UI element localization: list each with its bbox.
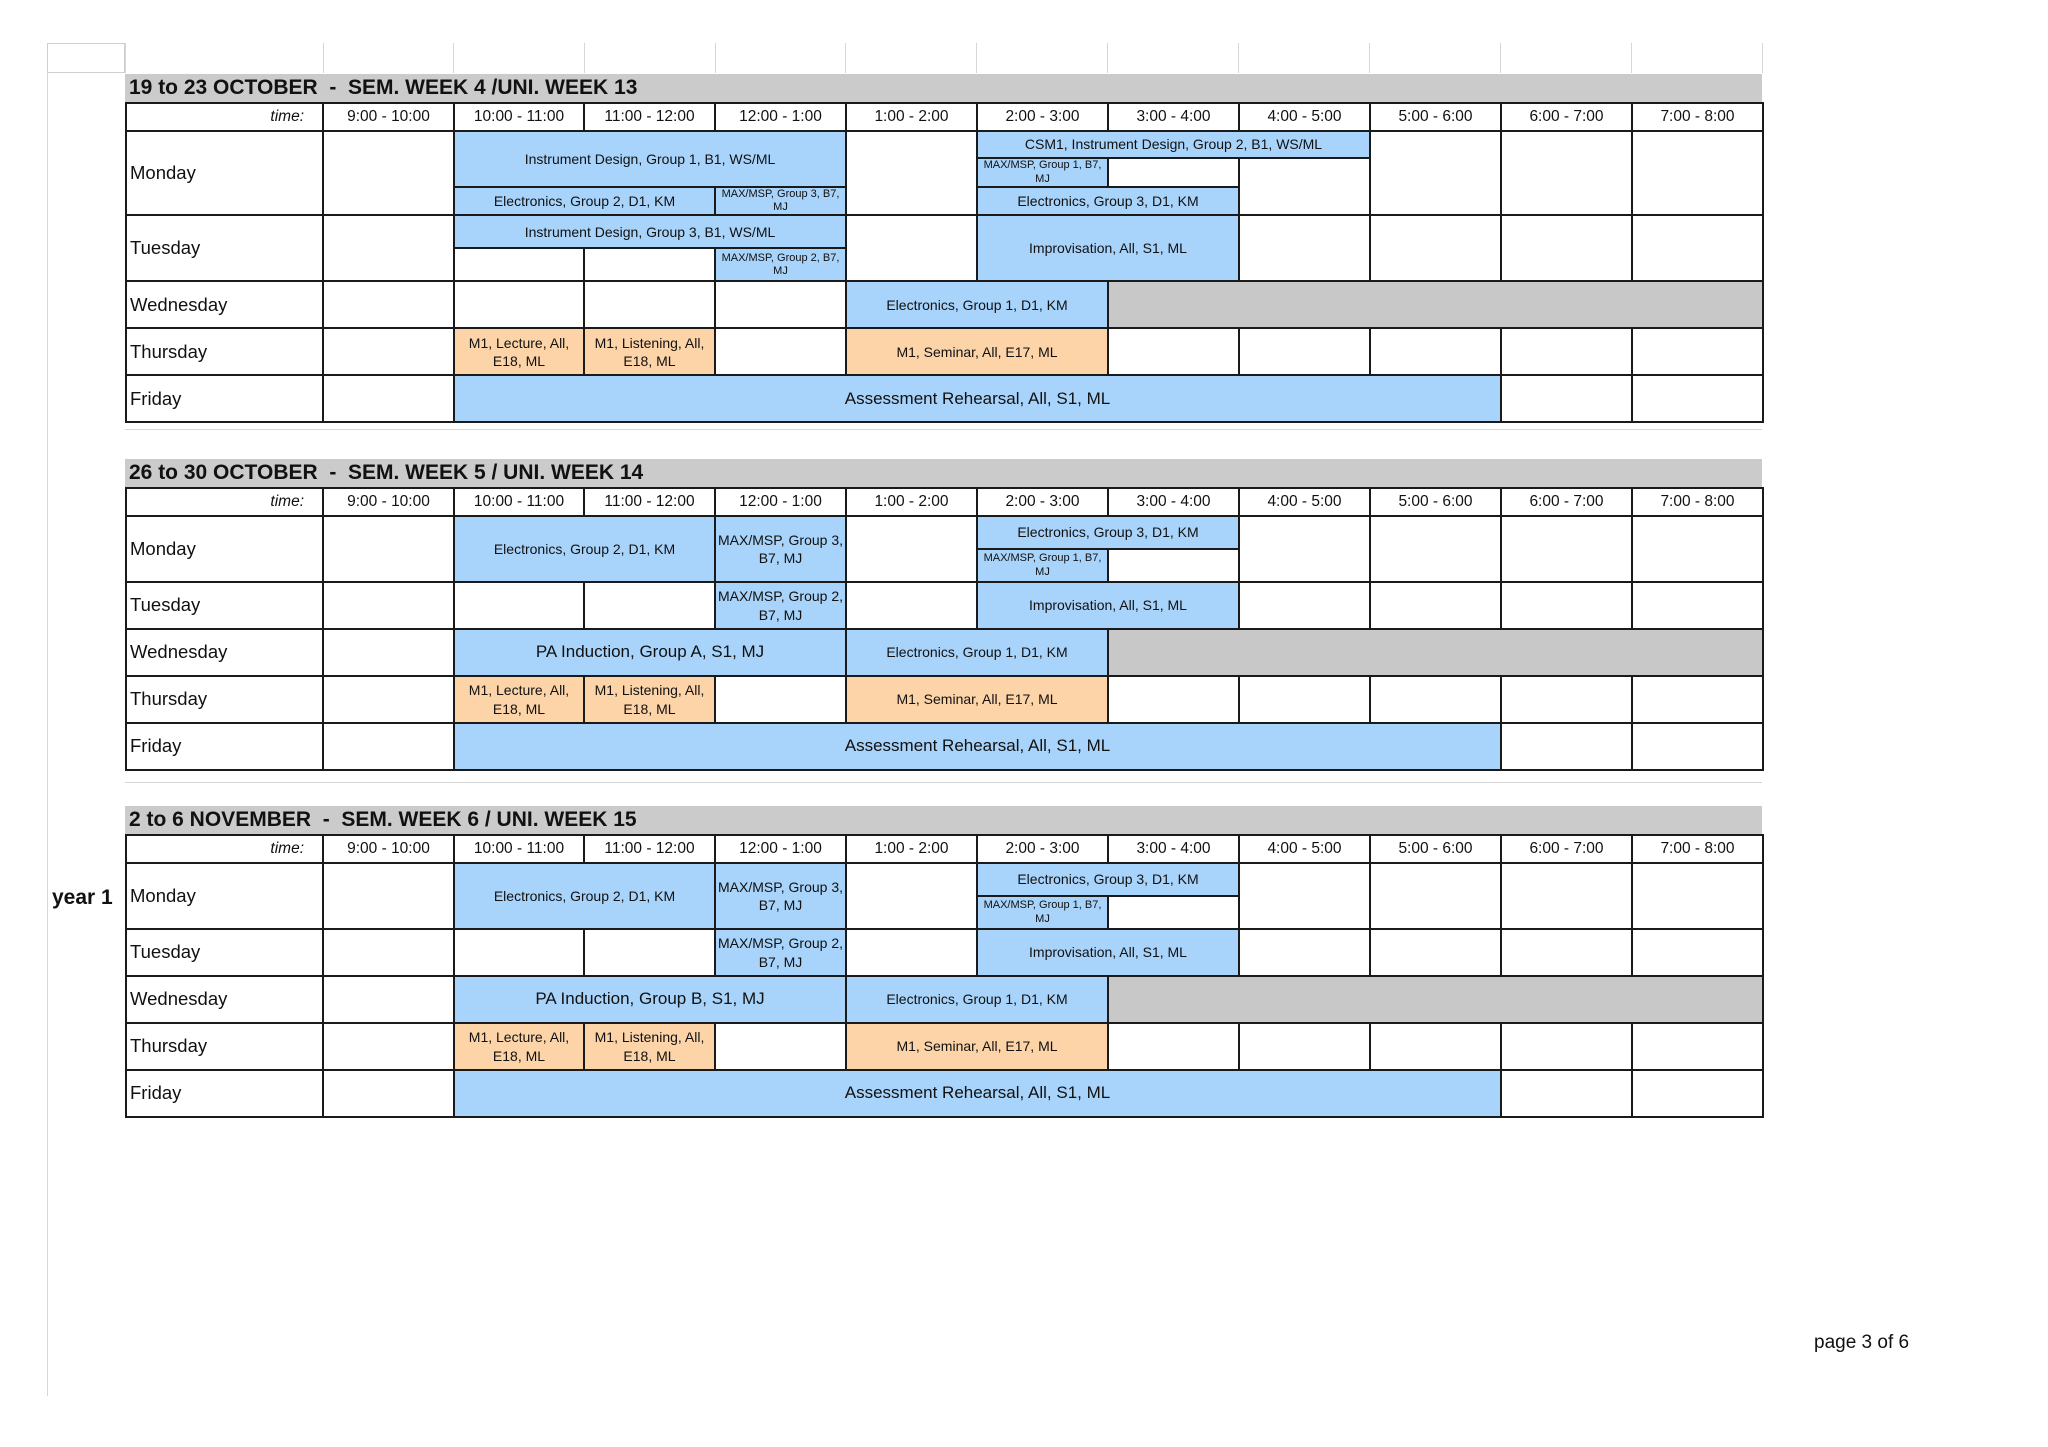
time-slot: 2:00 - 3:00	[977, 835, 1108, 863]
empty-cell	[1501, 929, 1632, 976]
day-label-monday: Monday	[126, 516, 323, 582]
time-label: time:	[126, 488, 323, 516]
empty-cell	[1370, 676, 1501, 723]
class-block: Electronics, Group 3, D1, KM	[977, 863, 1239, 896]
empty-cell	[1108, 549, 1239, 582]
empty-cell	[1108, 896, 1239, 929]
timetable-grid	[125, 102, 1764, 423]
class-block: M1, Seminar, All, E17, ML	[846, 676, 1108, 723]
time-header-row	[126, 488, 1763, 516]
empty-cell	[715, 1023, 846, 1070]
empty-cell	[454, 248, 584, 281]
empty-cell	[1501, 328, 1632, 375]
class-block: M1, Lecture, All, E18, ML	[454, 1023, 584, 1070]
empty-cell	[1501, 582, 1632, 629]
empty-cell	[1632, 582, 1763, 629]
class-block: MAX/MSP, Group 2, B7, MJ	[715, 582, 846, 629]
empty-cell	[1370, 516, 1501, 582]
class-block: Electronics, Group 1, D1, KM	[846, 281, 1108, 328]
day-label-thursday: Thursday	[126, 1023, 323, 1070]
empty-cell	[715, 328, 846, 375]
empty-cell	[584, 929, 715, 976]
empty-cell	[1632, 929, 1763, 976]
empty-cell	[323, 281, 454, 328]
empty-cell	[1108, 1023, 1239, 1070]
empty-cell	[1108, 676, 1239, 723]
time-slot: 1:00 - 2:00	[846, 103, 977, 131]
time-slot: 12:00 - 1:00	[715, 835, 846, 863]
day-label-thursday: Thursday	[126, 676, 323, 723]
day-label-wednesday: Wednesday	[126, 281, 323, 328]
time-slot: 11:00 - 12:00	[584, 835, 715, 863]
unavailable-block	[1108, 976, 1763, 1023]
class-block: Electronics, Group 2, D1, KM	[454, 516, 715, 582]
empty-cell	[1239, 215, 1370, 281]
empty-cell	[1632, 328, 1763, 375]
empty-cell	[1239, 158, 1370, 215]
empty-cell	[1632, 131, 1763, 215]
empty-cell	[1632, 1070, 1763, 1117]
class-block: Electronics, Group 2, D1, KM	[454, 863, 715, 929]
empty-cell	[323, 929, 454, 976]
empty-cell	[846, 929, 977, 976]
empty-cell	[1501, 516, 1632, 582]
empty-cell	[323, 375, 454, 422]
empty-cell	[323, 582, 454, 629]
empty-cell	[1108, 328, 1239, 375]
empty-cell	[715, 676, 846, 723]
day-label-monday: Monday	[126, 863, 323, 929]
class-block: M1, Lecture, All, E18, ML	[454, 676, 584, 723]
time-label: time:	[126, 103, 323, 131]
time-slot: 9:00 - 10:00	[323, 488, 454, 516]
time-slot: 5:00 - 6:00	[1370, 103, 1501, 131]
empty-cell	[1632, 676, 1763, 723]
class-block: MAX/MSP, Group 3, B7, MJ	[715, 863, 846, 929]
empty-cell	[323, 676, 454, 723]
empty-cell	[1370, 131, 1501, 215]
empty-cell	[1370, 582, 1501, 629]
empty-cell	[1501, 131, 1632, 215]
empty-cell	[323, 1023, 454, 1070]
class-block: Electronics, Group 1, D1, KM	[846, 976, 1108, 1023]
time-label: time:	[126, 835, 323, 863]
class-block: Assessment Rehearsal, All, S1, ML	[454, 375, 1501, 422]
empty-cell	[1239, 1023, 1370, 1070]
empty-cell	[323, 976, 454, 1023]
time-slot: 6:00 - 7:00	[1501, 103, 1632, 131]
day-label-tuesday: Tuesday	[126, 582, 323, 629]
class-block: MAX/MSP, Group 3, B7, MJ	[715, 516, 846, 582]
empty-cell	[1239, 516, 1370, 582]
empty-cell	[1370, 1023, 1501, 1070]
class-block: Improvisation, All, S1, ML	[977, 215, 1239, 281]
class-block: Electronics, Group 2, D1, KM	[454, 187, 715, 215]
time-slot: 7:00 - 8:00	[1632, 103, 1763, 131]
day-label-friday: Friday	[126, 375, 323, 422]
empty-cell	[584, 248, 715, 281]
class-block: Electronics, Group 3, D1, KM	[977, 187, 1239, 215]
class-block: MAX/MSP, Group 2, B7, MJ	[715, 929, 846, 976]
empty-cell	[1501, 676, 1632, 723]
class-block: MAX/MSP, Group 2, B7, MJ	[715, 248, 846, 281]
time-slot: 5:00 - 6:00	[1370, 835, 1501, 863]
empty-cell	[323, 131, 454, 215]
time-slot: 11:00 - 12:00	[584, 488, 715, 516]
week-title: 2 to 6 NOVEMBER - SEM. WEEK 6 / UNI. WEEK 15	[125, 806, 1762, 834]
empty-cell	[1108, 158, 1239, 187]
class-block: MAX/MSP, Group 1, B7, MJ	[977, 896, 1108, 929]
empty-cell	[323, 723, 454, 770]
empty-cell	[1239, 863, 1370, 929]
time-slot: 7:00 - 8:00	[1632, 488, 1763, 516]
class-block: M1, Listening, All, E18, ML	[584, 676, 715, 723]
empty-cell	[584, 281, 715, 328]
empty-cell	[323, 516, 454, 582]
class-block: Electronics, Group 1, D1, KM	[846, 629, 1108, 676]
week-title: 19 to 23 OCTOBER - SEM. WEEK 4 /UNI. WEEK 13	[125, 74, 1762, 102]
class-block: Assessment Rehearsal, All, S1, ML	[454, 1070, 1501, 1117]
class-block: PA Induction, Group B, S1, MJ	[454, 976, 846, 1023]
empty-cell	[846, 131, 977, 215]
empty-cell	[323, 863, 454, 929]
timetable-grid	[125, 834, 1764, 1118]
class-block: Electronics, Group 3, D1, KM	[977, 516, 1239, 549]
time-slot: 12:00 - 1:00	[715, 488, 846, 516]
empty-cell	[1632, 516, 1763, 582]
time-slot: 7:00 - 8:00	[1632, 835, 1763, 863]
unavailable-block	[1108, 629, 1763, 676]
class-block: MAX/MSP, Group 1, B7, MJ	[977, 158, 1108, 187]
year-label: year 1	[52, 886, 113, 909]
empty-cell	[454, 929, 584, 976]
time-slot: 9:00 - 10:00	[323, 103, 454, 131]
empty-cell	[1501, 215, 1632, 281]
time-slot: 1:00 - 2:00	[846, 488, 977, 516]
time-header-row	[126, 835, 1763, 863]
day-label-tuesday: Tuesday	[126, 215, 323, 281]
time-slot: 4:00 - 5:00	[1239, 488, 1370, 516]
empty-cell	[1239, 929, 1370, 976]
empty-cell	[1501, 863, 1632, 929]
class-block: M1, Seminar, All, E17, ML	[846, 328, 1108, 375]
empty-cell	[1632, 723, 1763, 770]
class-block: M1, Listening, All, E18, ML	[584, 328, 715, 375]
time-slot: 12:00 - 1:00	[715, 103, 846, 131]
time-slot: 6:00 - 7:00	[1501, 835, 1632, 863]
unavailable-block	[1108, 281, 1763, 328]
empty-cell	[846, 582, 977, 629]
time-slot: 4:00 - 5:00	[1239, 103, 1370, 131]
empty-cell	[846, 516, 977, 582]
class-block: Assessment Rehearsal, All, S1, ML	[454, 723, 1501, 770]
class-block: M1, Listening, All, E18, ML	[584, 1023, 715, 1070]
class-block: M1, Seminar, All, E17, ML	[846, 1023, 1108, 1070]
empty-cell	[584, 582, 715, 629]
empty-cell	[1370, 863, 1501, 929]
empty-cell	[1370, 215, 1501, 281]
empty-cell	[1239, 582, 1370, 629]
time-slot: 10:00 - 11:00	[454, 488, 584, 516]
time-header-row	[126, 103, 1763, 131]
empty-cell	[1501, 1023, 1632, 1070]
corner-cell	[47, 43, 125, 73]
class-block: PA Induction, Group A, S1, MJ	[454, 629, 846, 676]
empty-cell	[323, 328, 454, 375]
time-slot: 6:00 - 7:00	[1501, 488, 1632, 516]
day-label-friday: Friday	[126, 1070, 323, 1117]
time-slot: 2:00 - 3:00	[977, 103, 1108, 131]
class-block: MAX/MSP, Group 3, B7, MJ	[715, 187, 846, 215]
page-number: page 3 of 6	[1814, 1332, 1910, 1353]
empty-cell	[1370, 929, 1501, 976]
empty-cell	[1632, 375, 1763, 422]
time-slot: 9:00 - 10:00	[323, 835, 454, 863]
empty-cell	[1239, 328, 1370, 375]
class-block: Improvisation, All, S1, ML	[977, 582, 1239, 629]
empty-cell	[1239, 676, 1370, 723]
empty-cell	[1501, 723, 1632, 770]
empty-cell	[715, 281, 846, 328]
day-label-wednesday: Wednesday	[126, 629, 323, 676]
empty-cell	[1501, 1070, 1632, 1117]
day-label-thursday: Thursday	[126, 328, 323, 375]
empty-cell	[1501, 375, 1632, 422]
time-slot: 4:00 - 5:00	[1239, 835, 1370, 863]
empty-cell	[846, 215, 977, 281]
empty-cell	[1632, 1023, 1763, 1070]
day-label-friday: Friday	[126, 723, 323, 770]
empty-cell	[1370, 328, 1501, 375]
empty-cell	[323, 215, 454, 281]
time-slot: 1:00 - 2:00	[846, 835, 977, 863]
timetable-grid	[125, 487, 1764, 771]
time-slot: 10:00 - 11:00	[454, 835, 584, 863]
time-slot: 3:00 - 4:00	[1108, 103, 1239, 131]
class-block: CSM1, Instrument Design, Group 2, B1, WS/ML	[977, 131, 1370, 158]
empty-cell	[323, 1070, 454, 1117]
time-slot: 3:00 - 4:00	[1108, 835, 1239, 863]
class-block: M1, Lecture, All, E18, ML	[454, 328, 584, 375]
time-slot: 5:00 - 6:00	[1370, 488, 1501, 516]
empty-cell	[1632, 215, 1763, 281]
day-label-monday: Monday	[126, 131, 323, 215]
class-block: Improvisation, All, S1, ML	[977, 929, 1239, 976]
week-title: 26 to 30 OCTOBER - SEM. WEEK 5 / UNI. WEEK 14	[125, 459, 1762, 487]
empty-cell	[323, 629, 454, 676]
time-slot: 3:00 - 4:00	[1108, 488, 1239, 516]
empty-cell	[846, 863, 977, 929]
day-label-tuesday: Tuesday	[126, 929, 323, 976]
class-block: MAX/MSP, Group 1, B7, MJ	[977, 549, 1108, 582]
empty-cell	[1632, 863, 1763, 929]
time-slot: 10:00 - 11:00	[454, 103, 584, 131]
day-label-wednesday: Wednesday	[126, 976, 323, 1023]
empty-cell	[454, 281, 584, 328]
time-slot: 2:00 - 3:00	[977, 488, 1108, 516]
class-block: Instrument Design, Group 1, B1, WS/ML	[454, 131, 846, 187]
class-block: Instrument Design, Group 3, B1, WS/ML	[454, 215, 846, 248]
empty-cell	[454, 582, 584, 629]
time-slot: 11:00 - 12:00	[584, 103, 715, 131]
